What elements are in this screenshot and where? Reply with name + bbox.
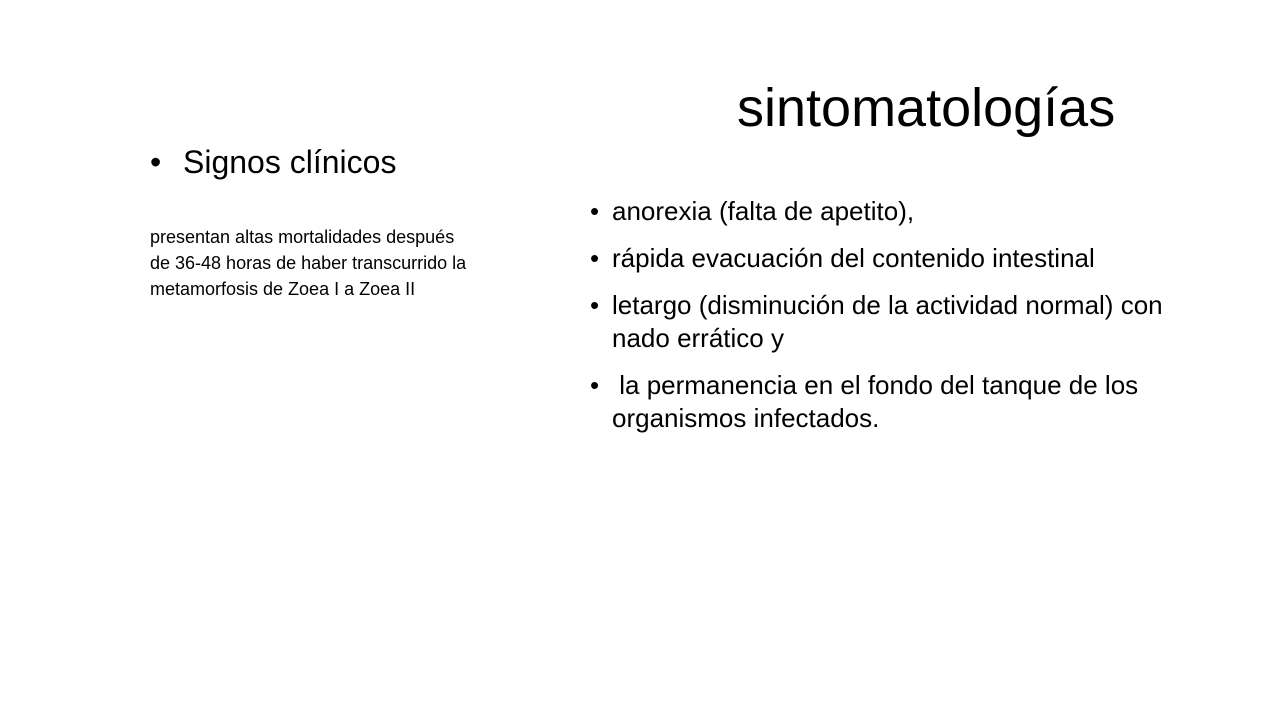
right-column — [590, 195, 1190, 449]
symptom-item — [590, 195, 1190, 228]
slide-title: sintomatologías — [737, 78, 1116, 138]
bullet-icon: • — [590, 370, 600, 400]
symptom-item — [590, 289, 1190, 355]
symptom-text: la permanencia en el fondo del tanque de los organismos infectados. — [612, 370, 1146, 433]
symptom-text: rápida evacuación del contenido intestinal — [612, 243, 1095, 273]
left-body-text: presentan altas mortalidades después de 36-48 horas de haber transcurrido la metamorfosis de Zoea I a Zoea II — [150, 227, 467, 299]
left-heading-text: Signos clínicos — [183, 144, 397, 180]
symptom-list — [590, 195, 1190, 435]
left-column — [150, 140, 480, 320]
bullet-icon: • — [590, 196, 600, 226]
symptom-text: letargo (disminución de la actividad normal) con nado errático y — [612, 290, 1163, 353]
symptom-item — [590, 369, 1190, 435]
symptom-text: anorexia (falta de apetito), — [612, 196, 915, 226]
bullet-icon: • — [590, 243, 600, 273]
bullet-icon: • — [150, 144, 162, 180]
left-heading — [150, 140, 480, 184]
symptom-item — [590, 242, 1190, 275]
bullet-icon: • — [590, 290, 600, 320]
